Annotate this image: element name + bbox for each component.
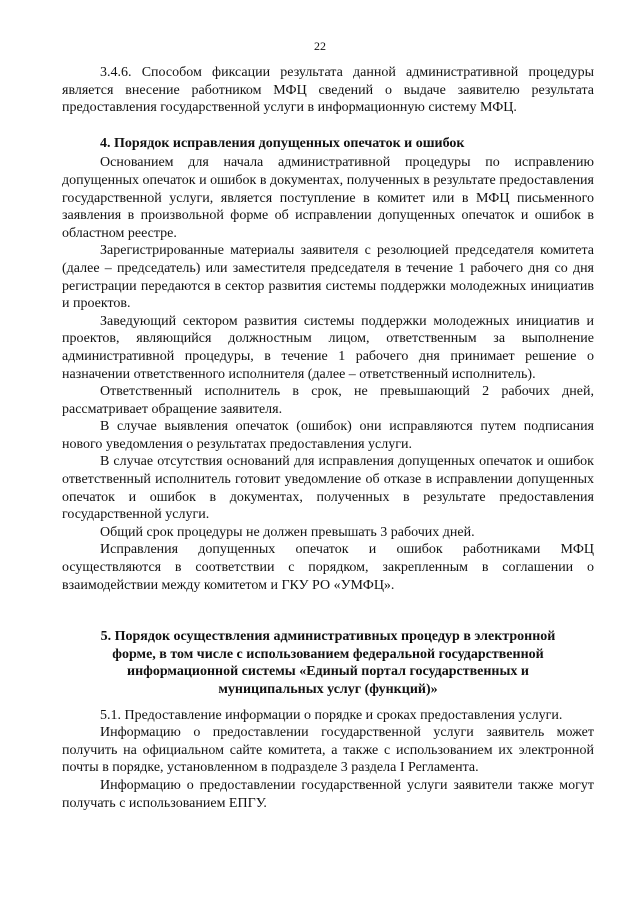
section-4-paragraph: Заведующий сектором развития системы поддержки молодежных инициатив и проектов, являющийся должностным лицом, ответственным за выполнение административной процедуры, в течение 1 рабочего дня принимает решение о назначении ответственного исполнителя (далее – ответственный исполнитель). [62,313,594,382]
section-5-heading-line: информационной системы «Единый портал государственных и [127,664,529,680]
section-4-paragraph: В случае выявления опечаток (ошибок) они исправляются путем подписания нового уведомления о результатах предоставления услуги. [62,419,594,452]
section-5-paragraph: 5.1. Предоставление информации о порядке и сроках предоставления услуги. [100,707,563,723]
section-4-heading: 4. Порядок исправления допущенных опечаток и ошибок [100,135,465,151]
section-5-heading [62,628,594,698]
paragraph-3-4-6: 3.4.6. Способом фиксации результата данной административной процедуры является внесение работником МФЦ сведений о выдаче заявителю результата предоставления государственной услуги в информационную систему МФЦ. [62,65,594,116]
section-5-heading-line: 5. Порядок осуществления административных процедур в электронной [100,629,556,645]
section-5-heading-line: форме, в том числе с использованием федеральной государственной [112,646,544,662]
section-5-heading-line: муниципальных услуг (функций)» [218,682,438,697]
section-5-paragraph: Информацию о предоставлении государственной услуги заявитель может получить на официальном сайте комитета, а также с использованием их электронной почты в порядке, установленном в подразделе 3 раздела I Регламента. [62,725,594,776]
section-5-paragraph: Информацию о предоставлении государственной услуги заявители также могут получать с использованием ЕПГУ. [62,777,594,811]
section-4-paragraph: Общий срок процедуры не должен превышать 3 рабочих дней. [100,524,475,540]
section-4-paragraph: Ответственный исполнитель в срок, не превышающий 2 рабочих дней, рассматривает обращение заявителя. [62,384,594,417]
section-4-paragraph: Основанием для начала административной процедуры по исправлению допущенных опечаток и ошибок в документах, полученных в результате предоставления государственной услуги, является поступление в комитет или в МФЦ письменного заявления в произвольной форме об исправлении допущенных опечаток и ошибок в областном реестре. [62,155,594,241]
section-4-paragraph: Зарегистрированные материалы заявителя с резолюцией председателя комитета (далее – председатель) или заместителя председателя в течение 1 рабочего дня со дня регистрации передаются в сектор развития системы поддержки молодежных инициатив и проектов. [62,243,594,312]
page-number: 22 [314,39,326,53]
page-content [62,64,594,812]
section-4-paragraph: Исправления допущенных опечаток и ошибок работниками МФЦ осуществляются в соответствии с порядком, закрепленным в соглашении о взаимодействии между комитетом и ГКУ РО «УМФЦ». [62,542,594,593]
section-4-paragraph: В случае отсутствия оснований для исправления допущенных опечаток и ошибок ответственный исполнитель готовит уведомление об отказе в исправлении допущенных опечаток и ошибок в документах, полученных в результате предоставления государственной услуги. [62,454,594,523]
